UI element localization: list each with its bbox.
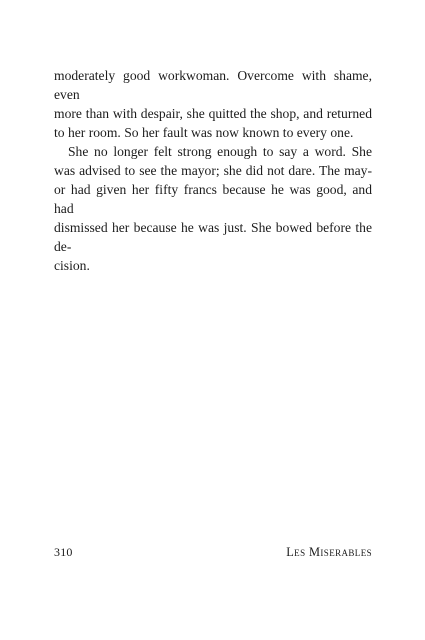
running-title: Les Miserables <box>286 545 372 559</box>
text-line: dismissed her because he was just. She bowed before the de- <box>54 220 372 254</box>
page-footer <box>54 545 372 561</box>
text-line: She no longer felt strong enough to say a word. She <box>68 144 372 159</box>
text-line: to her room. So her fault was now known to every one. <box>54 125 354 140</box>
text-line: more than with despair, she quitted the shop, and returned <box>54 106 372 121</box>
text-line: or had given her fifty francs because he was good, and had <box>54 182 372 216</box>
text-line: cision. <box>54 258 90 273</box>
text-line: moderately good workwoman. Overcome with shame, even <box>54 68 372 102</box>
page-number: 310 <box>54 545 73 559</box>
text-line: was advised to see the mayor; she did not dare. The may- <box>54 163 372 178</box>
body-text <box>54 66 372 275</box>
